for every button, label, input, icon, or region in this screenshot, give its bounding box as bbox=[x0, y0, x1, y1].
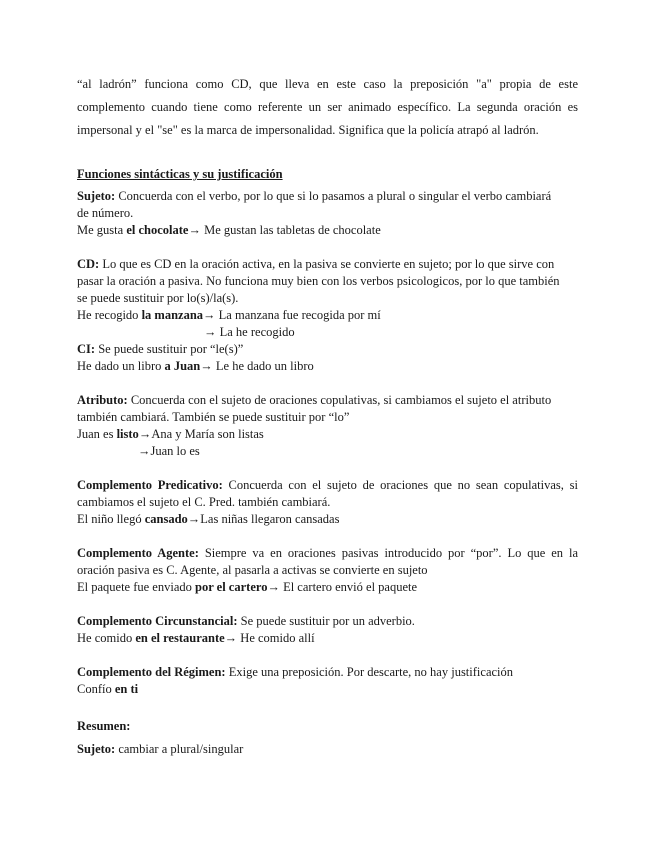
circunstancial-text: Se puede sustituir por un adverbio. bbox=[237, 614, 415, 628]
atributo-example-2: →Juan lo es bbox=[138, 444, 200, 458]
atributo-line-2: también cambiará. También se puede sustituir por “lo” bbox=[77, 410, 350, 424]
regimen-text: Exige una preposición. Por descarte, no hay justificación bbox=[225, 665, 514, 679]
regimen-label: Complemento del Régimen: bbox=[77, 665, 226, 679]
cd-label: CD: bbox=[77, 257, 100, 271]
cd-example-2: → La he recogido bbox=[204, 325, 295, 339]
agente-example-post: → El cartero envió el paquete bbox=[267, 580, 418, 594]
cd-line-2: pasar la oración a pasiva. No funciona muy bien con los verbos psicologicos, por lo que también bbox=[77, 274, 560, 288]
resumen-heading bbox=[77, 718, 578, 735]
cd-paragraph bbox=[77, 256, 578, 273]
atributo-example bbox=[77, 426, 578, 443]
intro-line-3: impersonal y el "se" es la marca de impersonalidad. Significa que la policía atrapó al ladrón. bbox=[77, 123, 539, 137]
predicativo-example-post: →Las niñas llegaron cansadas bbox=[187, 512, 340, 526]
atributo-label: Atributo: bbox=[77, 393, 128, 407]
cd-example bbox=[77, 307, 578, 324]
circunstancial-example-bold: en el restaurante bbox=[135, 631, 225, 645]
regimen-example-pre: Confío bbox=[77, 682, 115, 696]
sujeto-line-2: de número. bbox=[77, 206, 134, 220]
resumen-sujeto bbox=[77, 741, 578, 758]
predicativo-example-pre: El niño llegó bbox=[77, 512, 145, 526]
circunstancial-example-pre: He comido bbox=[77, 631, 136, 645]
ci-text: Se puede sustituir por “le(s)” bbox=[95, 342, 244, 356]
ci-paragraph bbox=[77, 341, 578, 358]
cd-example-post: → La manzana fue recogida por mí bbox=[203, 308, 381, 322]
circunstancial-example-post: → He comido allí bbox=[224, 631, 315, 645]
ci-example bbox=[77, 358, 578, 375]
agente-example bbox=[77, 579, 578, 596]
sujeto-example-bold: el chocolate bbox=[126, 223, 189, 237]
predicativo-paragraph bbox=[77, 477, 578, 494]
sujeto-example bbox=[77, 222, 578, 239]
agente-paragraph bbox=[77, 545, 578, 562]
section-heading-text: Funciones sintácticas y su justificación bbox=[77, 167, 283, 181]
atributo-example-post: →Ana y María son listas bbox=[138, 427, 264, 441]
atributo-example-bold: listo bbox=[116, 427, 139, 441]
sujeto-paragraph bbox=[77, 188, 578, 205]
predicativo-example-bold: cansado bbox=[144, 512, 188, 526]
agente-label: Complemento Agente: bbox=[77, 546, 199, 560]
agente-line-2: oración pasiva es C. Agente, al pasarla a activas se convierte en sujeto bbox=[77, 563, 428, 577]
sujeto-text: Concuerda con el verbo, por lo que si lo pasamos a plural o singular el verbo cambiará bbox=[115, 189, 552, 203]
section-heading bbox=[77, 166, 578, 183]
regimen-example-bold: en ti bbox=[114, 682, 139, 696]
ci-example-post: → Le he dado un libro bbox=[200, 359, 314, 373]
intro-line-2: complemento cuando tiene como referente un ser animado específico. La segunda oración es bbox=[77, 100, 578, 114]
atributo-paragraph bbox=[77, 392, 578, 409]
circunstancial-example bbox=[77, 630, 578, 647]
agente-example-bold: por el cartero bbox=[195, 580, 268, 594]
atributo-example-pre: Juan es bbox=[77, 427, 117, 441]
sujeto-example-post: → Me gustan las tabletas de chocolate bbox=[188, 223, 381, 237]
ci-example-pre: He dado un libro bbox=[77, 359, 165, 373]
cd-example-pre: He recogido bbox=[77, 308, 142, 322]
sujeto-example-pre: Me gusta bbox=[77, 223, 127, 237]
sujeto-label: Sujeto: bbox=[77, 189, 116, 203]
resumen-sujeto-label: Sujeto: bbox=[77, 742, 116, 756]
intro-line-1: “al ladrón” funciona como CD, que lleva en este caso la preposición "a" propia de este bbox=[77, 77, 578, 91]
cd-example-bold: la manzana bbox=[141, 308, 204, 322]
predicativo-label: Complemento Predicativo: bbox=[77, 478, 223, 492]
resumen-sujeto-text: cambiar a plural/singular bbox=[115, 742, 244, 756]
ci-label: CI: bbox=[77, 342, 96, 356]
resumen-heading-text: Resumen: bbox=[77, 719, 131, 733]
agente-example-pre: El paquete fue enviado bbox=[77, 580, 196, 594]
agente-text: Siempre va en oraciones pasivas introducido por “por”. Lo que en la bbox=[198, 546, 578, 560]
regimen-example bbox=[77, 681, 578, 698]
cd-line-3: se puede sustituir por lo(s)/la(s). bbox=[77, 291, 239, 305]
circunstancial-paragraph bbox=[77, 613, 578, 630]
predicativo-line-2: cambiamos el sujeto el C. Pred. también cambiará. bbox=[77, 495, 331, 509]
regimen-paragraph bbox=[77, 664, 578, 681]
ci-example-bold: a Juan bbox=[164, 359, 201, 373]
circunstancial-label: Complemento Circunstancial: bbox=[77, 614, 238, 628]
predicativo-example bbox=[77, 511, 578, 528]
predicativo-text: Concuerda con el sujeto de oraciones que no sean copulativas, si bbox=[222, 478, 579, 492]
atributo-text: Concuerda con el sujeto de oraciones copulativas, si cambiamos el sujeto el atributo bbox=[127, 393, 552, 407]
cd-text: Lo que es CD en la oración activa, en la pasiva se convierte en sujeto; por lo que sirve con bbox=[99, 257, 555, 271]
